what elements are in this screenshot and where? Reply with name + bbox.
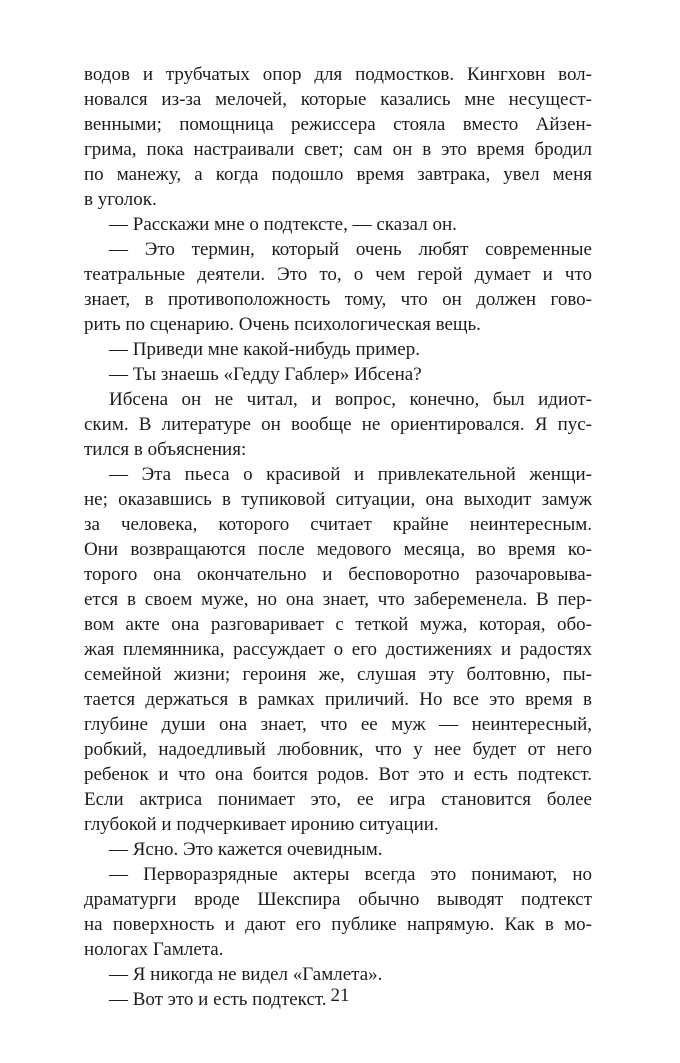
text-line: ским. В литературе он вообще не ориентировался. Я пус- — [84, 414, 592, 435]
text-line: не; оказавшись в тупиковой ситуации, она выходит замуж — [84, 489, 592, 510]
text-line: Ибсена он не читал, и вопрос, конечно, был идиот- — [109, 389, 592, 410]
text-line: — Это термин, который очень любят современные — [109, 239, 592, 260]
text-line: театральные деятели. Это то, о чем герой думает и что — [84, 264, 592, 285]
text-line: — Вот это и есть подтекст. — [109, 989, 327, 1010]
text-line: вом акте она разговаривает с теткой мужа, которая, обо- — [84, 614, 592, 635]
text-line: грима, пока настраивали свет; сам он в это время бродил — [84, 139, 592, 160]
text-line: глубокой и подчеркивает иронию ситуации. — [84, 814, 439, 835]
text-line: на поверхность и дают его публике напрямую. Как в мо- — [84, 914, 592, 935]
text-line: Они возвращаются после медового месяца, во время ко- — [84, 539, 592, 560]
text-line: — Я никогда не видел «Гамлета». — [109, 964, 383, 985]
text-line: за человека, которого считает крайне неинтересным. — [84, 514, 592, 535]
text-line: знает, в противоположность тому, что он должен гово- — [84, 289, 592, 310]
text-line: тился в объяснения: — [84, 439, 247, 460]
text-line: — Эта пьеса о красивой и привлекательной женщи- — [109, 464, 592, 485]
text-line: по манежу, а когда подошло время завтрака, увел меня — [84, 164, 592, 185]
text-line: ребенок и что она боится родов. Вот это и есть подтекст. — [84, 764, 592, 785]
text-line: — Приведи мне какой-нибудь пример. — [109, 339, 420, 360]
text-line: — Перворазрядные актеры всегда это понимают, но — [109, 864, 592, 885]
book-page-text — [84, 62, 592, 1012]
text-line: новался из-за мелочей, которые казались мне несущест- — [84, 89, 592, 110]
text-line: Если актриса понимает это, ее игра становится более — [84, 789, 592, 810]
text-line: торого она окончательно и бесповоротно разочаровыва- — [84, 564, 592, 585]
text-line: робкий, надоедливый любовник, что у нее будет от него — [84, 739, 592, 760]
text-line: венными; помощница режиссера стояла вместо Айзен- — [84, 114, 592, 135]
text-line: жая племянника, рассуждает о его достижениях и радостях — [84, 639, 592, 660]
text-line: — Расскажи мне о подтексте, — сказал он. — [109, 214, 457, 235]
text-line: — Ты знаешь «Гедду Габлер» Ибсена? — [109, 364, 422, 385]
text-line: водов и трубчатых опор для подмостков. Кингховн вол- — [84, 64, 592, 85]
text-line: драматурги вроде Шекспира обычно выводят подтекст — [84, 889, 592, 910]
text-line: — Ясно. Это кажется очевидным. — [109, 839, 383, 860]
text-line: в уголок. — [84, 189, 157, 210]
text-line: семейной жизни; героиня же, слушая эту болтовню, пы- — [84, 664, 592, 685]
text-line: рить по сценарию. Очень психологическая вещь. — [84, 314, 481, 335]
text-line: ется в своем муже, но она знает, что забеременела. В пер- — [84, 589, 592, 610]
text-line: нологах Гамлета. — [84, 939, 224, 960]
text-line: глубине души она знает, что ее муж — неинтересный, — [84, 714, 592, 735]
text-line: тается держаться в рамках приличий. Но все это время в — [84, 689, 592, 710]
page-number: 21 — [330, 985, 350, 1006]
